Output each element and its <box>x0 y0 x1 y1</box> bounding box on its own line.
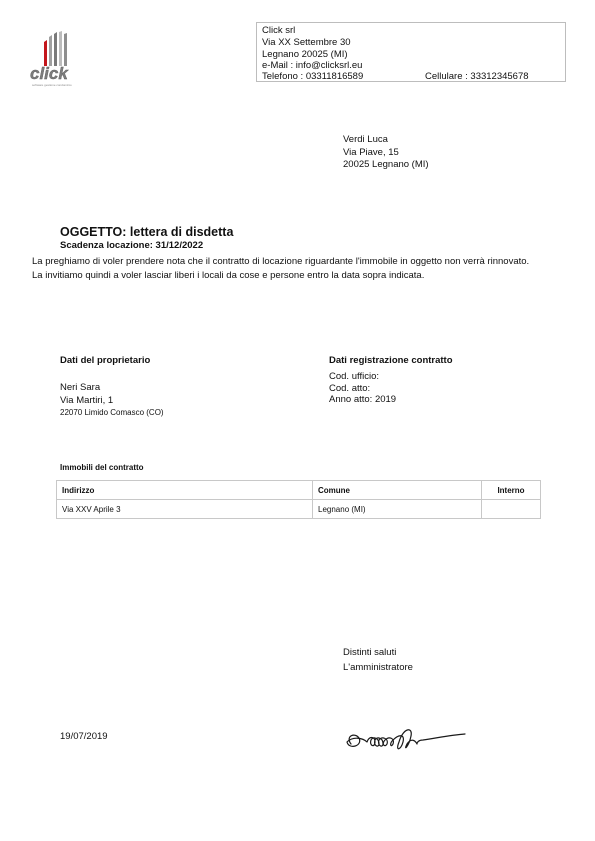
column-header-address: Indirizzo <box>57 481 313 500</box>
company-logo <box>28 28 90 88</box>
company-header <box>256 22 566 82</box>
letter-body-line-1: La preghiamo di voler prendere nota che il contratto di locazione riguardante l'immobile in oggetto non verrà rinnovato. <box>32 256 530 267</box>
owner-heading: Dati del proprietario <box>60 355 151 366</box>
closing-block <box>343 645 413 675</box>
registration-office: Cod. ufficio: <box>329 371 379 382</box>
closing-greeting: Distinti saluti <box>343 647 397 658</box>
owner-name: Neri Sara <box>60 382 101 393</box>
company-email: e-Mail : info@clicksrl.eu <box>262 60 363 71</box>
recipient-street: Via Piave, 15 <box>343 146 399 158</box>
logo-bars-icon <box>44 31 67 66</box>
owner-block <box>60 382 164 420</box>
logo-tagline: software gestione condominio <box>32 83 72 87</box>
letter-body-line-2: La invitiamo quindi a voler lasciar liberi i locali da cose e persone entro la data sopra indicata. <box>32 270 425 281</box>
table-header-row <box>57 481 541 500</box>
registration-block <box>329 371 396 406</box>
owner-city: 22070 Limido Comasco (CO) <box>60 408 164 417</box>
letter-body <box>32 255 529 283</box>
signature-image <box>343 722 468 758</box>
table-row <box>57 500 541 519</box>
properties-heading: Immobili del contratto <box>60 463 144 472</box>
column-header-unit: Interno <box>482 481 541 500</box>
recipient-city: 20025 Legnano (MI) <box>343 159 429 170</box>
registration-act: Cod. atto: <box>329 382 371 394</box>
company-phone: Telefono : 03311816589 <box>262 71 364 82</box>
cell-address: Via XXV Aprile 3 <box>57 500 313 519</box>
cell-unit <box>482 500 541 519</box>
letter-subject: OGGETTO: lettera di disdetta <box>60 225 234 239</box>
company-mobile: Cellulare : 33312345678 <box>425 71 529 82</box>
company-name: Click srl <box>262 25 296 36</box>
logo-wordmark: click <box>30 64 68 83</box>
cell-municipality: Legnano (MI) <box>313 500 482 519</box>
closing-role: L'amministratore <box>343 662 413 673</box>
recipient-name: Verdi Luca <box>343 134 388 145</box>
letter-date: 19/07/2019 <box>60 731 108 742</box>
properties-table <box>56 480 541 519</box>
registration-year: Anno atto: 2019 <box>329 394 397 405</box>
company-address: Via XX Settembre 30 <box>262 37 351 48</box>
recipient-block <box>343 134 429 172</box>
registration-heading: Dati registrazione contratto <box>329 355 453 366</box>
company-city: Legnano 20025 (MI) <box>262 49 348 60</box>
lease-deadline: Scadenza locazione: 31/12/2022 <box>60 240 204 251</box>
owner-street: Via Martiri, 1 <box>60 394 114 406</box>
column-header-municipality: Comune <box>313 481 482 500</box>
